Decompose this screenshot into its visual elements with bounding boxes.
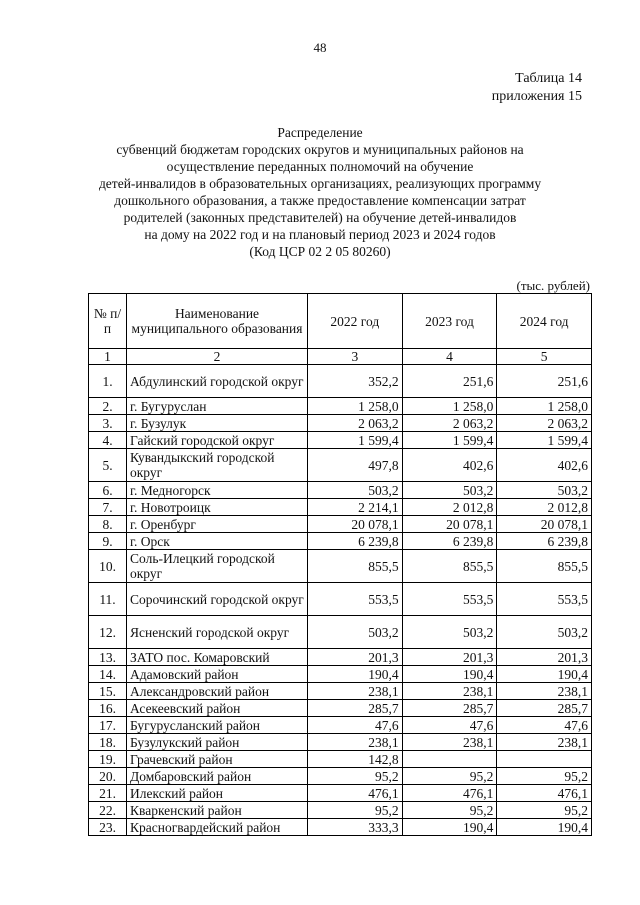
row-value-2022: 1 258,0 [308,398,403,415]
row-value-2024: 190,4 [497,666,592,683]
row-municipality: Сорочинский городской округ [127,583,308,616]
annex-table-label: Таблица 14 [515,71,582,86]
row-value-2024 [497,751,592,768]
title-line: дошкольного образования, а также предоставление компенсации затрат [114,193,526,208]
row-municipality: Асекеевский район [127,700,308,717]
row-value-2023: 553,5 [402,583,497,616]
table-row [89,700,592,717]
row-municipality: Гайский городской округ [127,432,308,449]
row-value-2022: 476,1 [308,785,403,802]
table-row [89,583,592,616]
row-municipality: Домбаровский район [127,768,308,785]
row-value-2023: 238,1 [402,734,497,751]
row-municipality: Бугурусланский район [127,717,308,734]
row-number: 12. [89,616,127,649]
table-row [89,785,592,802]
row-value-2024: 95,2 [497,768,592,785]
row-value-2023: 1 258,0 [402,398,497,415]
row-municipality: г. Бугуруслан [127,398,308,415]
row-number: 10. [89,550,127,583]
row-value-2022: 142,8 [308,751,403,768]
row-number: 4. [89,432,127,449]
row-value-2022: 855,5 [308,550,403,583]
row-value-2023: 503,2 [402,616,497,649]
document-title [60,124,580,260]
row-number: 15. [89,683,127,700]
title-line: субвенций бюджетам городских округов и муниципальных районов на [116,142,524,157]
row-value-2023: 285,7 [402,700,497,717]
table-row [89,415,592,432]
table-row [89,533,592,550]
header-2024: 2024 год [497,294,592,349]
row-value-2024: 20 078,1 [497,516,592,533]
title-line: осуществление переданных полномочий на обучение [166,159,474,174]
row-municipality: Илекский район [127,785,308,802]
row-municipality: Красногвардейский район [127,819,308,836]
row-number: 5. [89,449,127,482]
row-value-2024: 251,6 [497,365,592,398]
row-number: 20. [89,768,127,785]
row-municipality: г. Оренбург [127,516,308,533]
table-row [89,482,592,499]
row-number: 16. [89,700,127,717]
row-number: 2. [89,398,127,415]
row-value-2023: 503,2 [402,482,497,499]
row-value-2022: 352,2 [308,365,403,398]
row-value-2023: 6 239,8 [402,533,497,550]
row-value-2023: 190,4 [402,819,497,836]
table-row [89,802,592,819]
row-value-2022: 2 063,2 [308,415,403,432]
row-number: 7. [89,499,127,516]
row-value-2022: 503,2 [308,482,403,499]
row-number: 23. [89,819,127,836]
row-municipality: Адамовский район [127,666,308,683]
row-number: 17. [89,717,127,734]
subvention-table [88,293,592,836]
row-number: 14. [89,666,127,683]
table-row [89,649,592,666]
row-value-2023: 855,5 [402,550,497,583]
row-municipality: г. Бузулук [127,415,308,432]
row-municipality: Кувандыкский городской округ [127,449,308,482]
row-value-2024: 503,2 [497,616,592,649]
table-row [89,751,592,768]
row-value-2022: 2 214,1 [308,499,403,516]
row-number: 3. [89,415,127,432]
table-row [89,734,592,751]
table-row [89,666,592,683]
row-value-2022: 190,4 [308,666,403,683]
title-line: родителей (законных представителей) на обучение детей-инвалидов [123,210,517,225]
row-municipality: Бузулукский район [127,734,308,751]
row-municipality: Грачевский район [127,751,308,768]
row-value-2023: 2 063,2 [402,415,497,432]
title-line: на дому на 2022 год и на плановый период 2023 и 2024 годов [144,227,496,242]
row-number: 19. [89,751,127,768]
annex-appendix-label: приложения 15 [491,89,582,104]
row-value-2023: 476,1 [402,785,497,802]
row-value-2023: 20 078,1 [402,516,497,533]
row-number: 6. [89,482,127,499]
row-value-2024: 285,7 [497,700,592,717]
row-municipality: г. Новотроицк [127,499,308,516]
row-value-2022: 95,2 [308,768,403,785]
table-row [89,768,592,785]
row-municipality: Абдулинский городской округ [127,365,308,398]
page-number: 48 [313,40,327,55]
row-value-2024: 2 063,2 [497,415,592,432]
row-number: 11. [89,583,127,616]
row-municipality: Александровский район [127,683,308,700]
table-row [89,398,592,415]
row-municipality: г. Медногорск [127,482,308,499]
column-number: 3 [308,349,403,365]
row-number: 18. [89,734,127,751]
row-number: 13. [89,649,127,666]
table-row [89,717,592,734]
row-value-2024: 1 258,0 [497,398,592,415]
table-header-row [89,294,592,349]
row-value-2023: 47,6 [402,717,497,734]
row-value-2022: 1 599,4 [308,432,403,449]
row-value-2024: 503,2 [497,482,592,499]
row-value-2022: 553,5 [308,583,403,616]
row-number: 9. [89,533,127,550]
row-municipality: Ясненский городской округ [127,616,308,649]
annex-reference [492,70,582,106]
header-2023: 2023 год [402,294,497,349]
title-line: детей-инвалидов в образовательных организациях, реализующих программу [98,176,542,191]
row-value-2024: 95,2 [497,802,592,819]
unit-label: (тыс. рублей) [516,278,590,293]
table-row [89,616,592,649]
row-number: 21. [89,785,127,802]
row-value-2024: 238,1 [497,683,592,700]
row-value-2023: 1 599,4 [402,432,497,449]
table-body [89,365,592,836]
row-value-2022: 47,6 [308,717,403,734]
header-name: Наименование муниципального образования [127,294,308,349]
row-value-2023: 402,6 [402,449,497,482]
row-value-2023: 201,3 [402,649,497,666]
row-value-2022: 6 239,8 [308,533,403,550]
row-value-2023: 238,1 [402,683,497,700]
table-row [89,432,592,449]
row-value-2024: 47,6 [497,717,592,734]
row-number: 22. [89,802,127,819]
row-value-2022: 285,7 [308,700,403,717]
row-municipality: ЗАТО пос. Комаровский [127,649,308,666]
row-value-2023: 190,4 [402,666,497,683]
table-row [89,449,592,482]
row-value-2024: 1 599,4 [497,432,592,449]
row-value-2023 [402,751,497,768]
table-row [89,365,592,398]
row-value-2024: 476,1 [497,785,592,802]
column-number: 5 [497,349,592,365]
row-value-2023: 2 012,8 [402,499,497,516]
column-number-row [89,349,592,365]
table-row [89,683,592,700]
table-row [89,819,592,836]
column-number: 1 [89,349,127,365]
row-value-2024: 553,5 [497,583,592,616]
row-value-2024: 2 012,8 [497,499,592,516]
row-value-2022: 95,2 [308,802,403,819]
row-value-2023: 95,2 [402,768,497,785]
row-value-2022: 333,3 [308,819,403,836]
title-heading: Распределение [277,125,363,140]
row-number: 1. [89,365,127,398]
title-budget-code: (Код ЦСР 02 2 05 80260) [249,244,391,259]
row-municipality: Соль-Илецкий городской округ [127,550,308,583]
row-municipality: г. Орск [127,533,308,550]
row-value-2024: 402,6 [497,449,592,482]
row-value-2024: 238,1 [497,734,592,751]
column-number: 4 [402,349,497,365]
table-row [89,499,592,516]
table-row [89,550,592,583]
row-value-2022: 503,2 [308,616,403,649]
row-value-2024: 6 239,8 [497,533,592,550]
column-number: 2 [127,349,308,365]
row-value-2022: 238,1 [308,734,403,751]
row-number: 8. [89,516,127,533]
row-value-2022: 201,3 [308,649,403,666]
header-num: № п/п [89,294,127,349]
row-value-2022: 238,1 [308,683,403,700]
row-value-2023: 251,6 [402,365,497,398]
table-row [89,516,592,533]
row-value-2022: 497,8 [308,449,403,482]
row-municipality: Кваркенский район [127,802,308,819]
row-value-2024: 201,3 [497,649,592,666]
row-value-2023: 95,2 [402,802,497,819]
row-value-2022: 20 078,1 [308,516,403,533]
row-value-2024: 855,5 [497,550,592,583]
row-value-2024: 190,4 [497,819,592,836]
header-2022: 2022 год [308,294,403,349]
